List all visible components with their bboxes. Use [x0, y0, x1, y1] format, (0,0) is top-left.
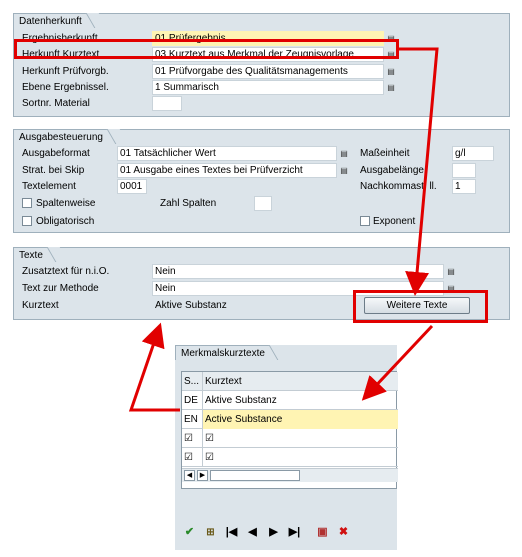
- obligatorisch-checkbox[interactable]: [22, 216, 32, 226]
- save-icon[interactable]: ▣: [317, 526, 328, 538]
- nachkommastellen-field[interactable]: 1: [452, 179, 476, 194]
- kurztext-cell[interactable]: Aktive Substanz: [205, 395, 277, 406]
- masseinheit-field[interactable]: g/l: [452, 146, 494, 161]
- kurztext-cell[interactable]: Active Substance: [203, 410, 398, 429]
- label-strat-skip: Strat. bei Skip: [22, 165, 85, 176]
- label-zahl-spalten: Zahl Spalten: [160, 198, 217, 209]
- scroll-left-icon[interactable]: ◀: [184, 470, 195, 481]
- column-header-kurztext[interactable]: Kurztext: [205, 376, 242, 387]
- exponent-checkbox[interactable]: [360, 216, 370, 226]
- table-row[interactable]: [182, 391, 398, 410]
- checkbox-icon[interactable]: ☑: [182, 448, 203, 467]
- ausgabeformat-field[interactable]: 01 Tatsächlicher Wert: [117, 146, 337, 161]
- label-text-methode: Text zur Methode: [22, 283, 99, 294]
- label-obligatorisch: Obligatorisch: [36, 216, 95, 227]
- label-herkunft-kurztext: Herkunft Kurztext: [22, 49, 100, 60]
- label-herkunft-pruefvorgb: Herkunft Prüfvorgb.: [22, 66, 109, 77]
- spaltenweise-checkbox[interactable]: [22, 198, 32, 208]
- label-masseinheit: Maßeinheit: [360, 148, 410, 159]
- datenherkunft-section: [13, 13, 510, 117]
- table-row[interactable]: [182, 410, 398, 429]
- highlight-herkunft-kurztext: [14, 39, 399, 59]
- strat-skip-field[interactable]: 01 Ausgabe eines Textes bei Prüfverzicht: [117, 163, 337, 178]
- f4-help-icon[interactable]: ▤: [447, 267, 455, 276]
- f4-help-icon[interactable]: ▤: [387, 50, 395, 59]
- f4-help-icon[interactable]: ▤: [387, 83, 395, 92]
- scroll-thumb[interactable]: [210, 470, 300, 481]
- label-spaltenweise: Spaltenweise: [36, 198, 96, 209]
- table-header: [182, 372, 398, 391]
- zusatztext-field[interactable]: Nein: [152, 264, 444, 279]
- cancel-icon[interactable]: ✖: [338, 526, 349, 538]
- merkmalskurztexte-popup: [175, 345, 397, 550]
- popup-title: Merkmalskurztexte: [175, 345, 280, 360]
- ergebnisherkunft-field[interactable]: 01 Prüfergebnis: [152, 31, 384, 46]
- scroll-right-icon[interactable]: ▶: [197, 470, 208, 481]
- herkunft-kurztext-field[interactable]: 03 Kurztext aus Merkmal der Zeugnisvorlage: [152, 47, 384, 62]
- checkbox-icon[interactable]: ☑: [182, 429, 203, 448]
- arrow-to-kurztext: [131, 334, 180, 410]
- label-exponent: Exponent: [373, 216, 416, 227]
- label-ergebnisherkunft: Ergebnisherkunft: [22, 33, 98, 44]
- f4-help-icon[interactable]: ▤: [387, 67, 395, 76]
- table-row[interactable]: [182, 429, 398, 448]
- weitere-texte-button[interactable]: Weitere Texte: [364, 297, 470, 314]
- f4-help-icon[interactable]: ▤: [387, 34, 395, 43]
- next-page-icon[interactable]: ▶: [269, 526, 278, 538]
- label-textelement: Textelement: [22, 181, 76, 192]
- zahl-spalten-field[interactable]: [254, 196, 272, 211]
- ausgabesteuerung-section: [13, 129, 510, 233]
- table-row[interactable]: [182, 448, 398, 467]
- label-ausgabeformat: Ausgabeformat: [22, 148, 90, 159]
- label-zusatztext: Zusatztext für n.i.O.: [22, 266, 110, 277]
- section-title: Texte: [13, 247, 58, 262]
- highlight-weitere-texte: [353, 290, 488, 323]
- label-nachkommastellen: Nachkommast ll.: [360, 181, 437, 192]
- last-page-icon[interactable]: ▶|: [288, 526, 301, 538]
- previous-page-icon[interactable]: ◀: [248, 526, 257, 538]
- first-page-icon[interactable]: |◀: [225, 526, 238, 538]
- kurztext-table: [181, 371, 397, 489]
- label-ausgabelaenge: Ausgabelänge: [360, 165, 424, 176]
- lang-cell: EN: [182, 410, 203, 429]
- column-header-s[interactable]: S...: [182, 372, 203, 391]
- textelement-field[interactable]: 0001: [117, 179, 147, 194]
- f4-help-icon[interactable]: ▤: [340, 166, 348, 175]
- where-used-icon[interactable]: ⊞: [206, 527, 215, 538]
- herkunft-pruefvorgb-field[interactable]: 01 Prüfvorgabe des Qualitätsmanagements: [152, 64, 384, 79]
- confirm-check-icon[interactable]: ✔: [184, 526, 195, 538]
- f4-help-icon[interactable]: ▤: [340, 149, 348, 158]
- text-methode-field[interactable]: Nein: [152, 281, 444, 296]
- section-title: Datenherkunft: [13, 13, 97, 28]
- horizontal-scrollbar[interactable]: [182, 468, 398, 482]
- ebene-ergebnissel-field[interactable]: 1 Summarisch: [152, 80, 384, 95]
- section-title: Ausgabesteuerung: [13, 129, 118, 144]
- lang-cell: DE: [182, 391, 203, 410]
- label-kurztext: Kurztext: [22, 300, 59, 311]
- sortnr-material-field[interactable]: [152, 96, 182, 111]
- ausgabelaenge-field[interactable]: [452, 163, 476, 178]
- checkbox-icon[interactable]: ☑: [205, 452, 214, 463]
- kurztext-field: Aktive Substanz: [152, 298, 342, 313]
- label-ebene-ergebnissel: Ebene Ergebnissel.: [22, 82, 109, 93]
- label-sortnr-material: Sortnr. Material: [22, 98, 90, 109]
- f4-help-icon[interactable]: ▤: [447, 284, 455, 293]
- checkbox-icon[interactable]: ☑: [205, 433, 214, 444]
